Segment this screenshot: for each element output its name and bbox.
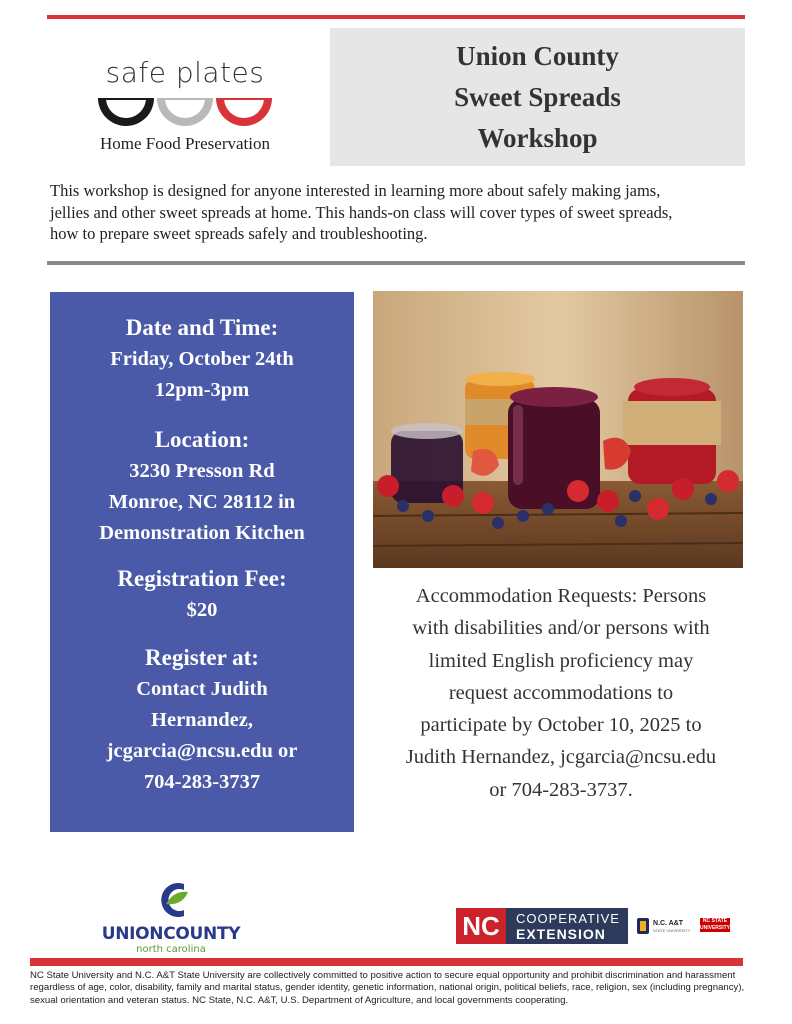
berry-shape <box>472 492 494 514</box>
accommodation-notice <box>375 580 747 806</box>
workshop-title <box>454 36 621 159</box>
datetime-heading: Date and Time: <box>125 315 279 340</box>
berry-shape <box>377 475 399 497</box>
intro-line: jellies and other sweet spreads at home. This hands-on class will cover types of sweet spreads, <box>50 202 673 222</box>
berry-shape <box>517 510 529 522</box>
details-panel <box>50 292 354 832</box>
berry-shape <box>597 490 619 512</box>
logo-subtitle: Home Food Preservation <box>100 134 270 153</box>
title-line: Union County <box>456 40 619 71</box>
logo-bowls-icon <box>98 94 272 130</box>
contact-line: Contact Judith <box>136 678 268 700</box>
bottom-red-rule <box>30 958 743 966</box>
top-red-rule <box>47 15 745 19</box>
logo-bowl-rim <box>216 98 272 100</box>
event-time: 12pm-3pm <box>154 379 250 401</box>
contact-phone[interactable]: 704-283-3737 <box>143 771 261 793</box>
fee-heading: Registration Fee: <box>117 566 287 591</box>
logo-wordmark: safe plates <box>105 56 265 89</box>
nc-state-logo <box>700 918 730 932</box>
nc-state-line: UNIVERSITY <box>700 925 731 931</box>
coop-line: EXTENSION <box>516 926 606 942</box>
union-county-logo <box>96 880 246 960</box>
logo-bowl-rim <box>98 98 154 100</box>
event-date: Friday, October 24th <box>110 348 294 370</box>
berry-shape <box>397 500 409 512</box>
accommodation-line: limited English proficiency may <box>428 649 694 672</box>
cooperative-extension-logo <box>456 908 744 944</box>
jam-jars-photo <box>373 291 743 568</box>
union-county-sub: north carolina <box>136 944 206 955</box>
accommodation-line: Accommodation Requests: Persons <box>415 585 707 607</box>
coop-line: COOPERATIVE <box>516 911 620 926</box>
accommodation-line: request accommodations to <box>448 681 674 704</box>
title-line: Workshop <box>477 122 598 153</box>
intro-line: This workshop is designed for anyone interested in learning more about safely making jams, <box>50 181 661 200</box>
address-line: Demonstration Kitchen <box>99 522 305 544</box>
union-county-name: UNIONCOUNTY <box>101 924 241 944</box>
nc-mark: NC <box>456 908 506 944</box>
nc-state-line: NC STATE <box>702 918 728 924</box>
address-line: 3230 Presson Rd <box>129 460 275 482</box>
intro-paragraph <box>50 180 750 245</box>
address-line: Monroe, NC 28112 in <box>108 491 296 513</box>
berry-shape <box>492 517 504 529</box>
berry-shape <box>442 485 464 507</box>
register-heading: Register at: <box>145 645 259 670</box>
fee-value: $20 <box>186 599 218 621</box>
gray-divider <box>47 261 745 265</box>
jam-jars-image <box>373 291 743 568</box>
accommodation-line: participate by October 10, 2025 to <box>420 714 702 737</box>
nc-at-seal-icon <box>636 917 650 935</box>
berry-shape <box>717 470 739 492</box>
union-county-mark-icon <box>152 880 192 920</box>
berry-shape <box>647 498 669 520</box>
berry-shape <box>422 510 434 522</box>
coop-extension-box <box>506 908 628 944</box>
contact-line: Hernandez, <box>151 709 253 731</box>
title-line: Sweet Spreads <box>454 81 621 112</box>
berry-shape <box>567 480 589 502</box>
nondiscrimination-footer: NC State University and N.C. A&T State University are collectively committed to positive action to secure equal opportunity and prohibit discrimination and harassment regardless of age, color, disability, family and marital status, gender identity, genetic information, national origin, political beliefs, race, religion, sex (including pregnancy), sexual orientation and veteran status. NC State, N.C. A&T, U.S. Department of Agriculture, and local governments cooperating. <box>30 970 745 1006</box>
berry-shape <box>542 503 554 515</box>
nc-at-sub: STATE UNIVERSITY <box>653 928 691 933</box>
accommodation-line: with disabilities and/or persons with <box>412 617 710 640</box>
berry-shape <box>672 478 694 500</box>
title-box <box>330 28 745 166</box>
berry-shape <box>615 515 627 527</box>
intro-line: how to prepare sweet spreads safely and troubleshooting. <box>50 224 428 243</box>
nc-at-logo <box>636 914 694 938</box>
accommodation-line: or 704-283-3737. <box>489 778 633 801</box>
contact-email[interactable]: jcgarcia@ncsu.edu or <box>106 740 298 762</box>
berry-shape <box>629 490 641 502</box>
safe-plates-logo <box>80 58 290 158</box>
logo-bowl-rim <box>157 98 213 100</box>
accommodation-line: Judith Hernandez, jcgarcia@ncsu.edu <box>405 746 717 769</box>
berry-shape <box>705 493 717 505</box>
nc-at-name: N.C. A&T <box>653 920 684 927</box>
location-heading: Location: <box>154 427 250 452</box>
